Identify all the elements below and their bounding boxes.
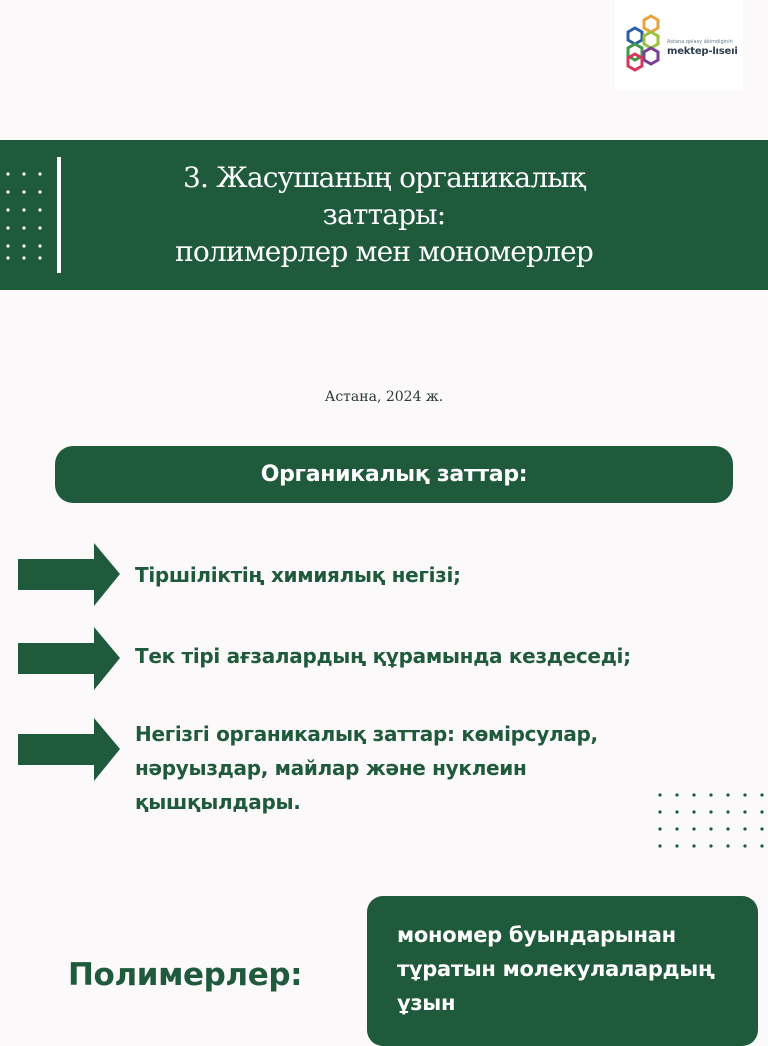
section-heading-pill: [55, 446, 733, 503]
dot-grid-decoration-icon: [657, 792, 767, 852]
title-line-2: заттары:: [322, 198, 446, 231]
section-heading: Органикалық заттар:: [260, 462, 528, 487]
hexagon-logo-icon: [621, 14, 667, 74]
logo-name: mektep-lıseıi: [667, 46, 738, 57]
arrow-right-icon: [18, 718, 120, 781]
bullet-item-2: Тек тірі ағзалардың құрамында кездеседі;: [135, 644, 631, 668]
bullet-item-1: Тіршіліктің химиялық негізі;: [135, 563, 461, 587]
title-line-3: полимерлер мен мономерлер: [174, 235, 594, 268]
page-title: [60, 159, 708, 270]
bullet-item-3: Негізгі органикалық заттар: көмірсулар, нәруыздар, майлар және нуклеин қышқылдары.: [135, 722, 598, 814]
arrow-right-icon: [18, 543, 120, 606]
place-date: Астана, 2024 ж.: [324, 389, 444, 405]
arrow-right-icon: [18, 627, 120, 690]
polymers-label: Полимерлер:: [68, 957, 303, 993]
school-logo: [615, 0, 743, 90]
title-line-1: 3. Жасушаның органикалық: [183, 161, 585, 194]
dot-grid-decoration-icon: [6, 172, 46, 262]
polymers-definition: мономер буындарынан тұратын молекулалардың ұзын: [397, 923, 715, 1015]
title-banner: [0, 140, 768, 290]
logo-tagline: Astana qalasy ákimdiginiń: [667, 39, 733, 45]
